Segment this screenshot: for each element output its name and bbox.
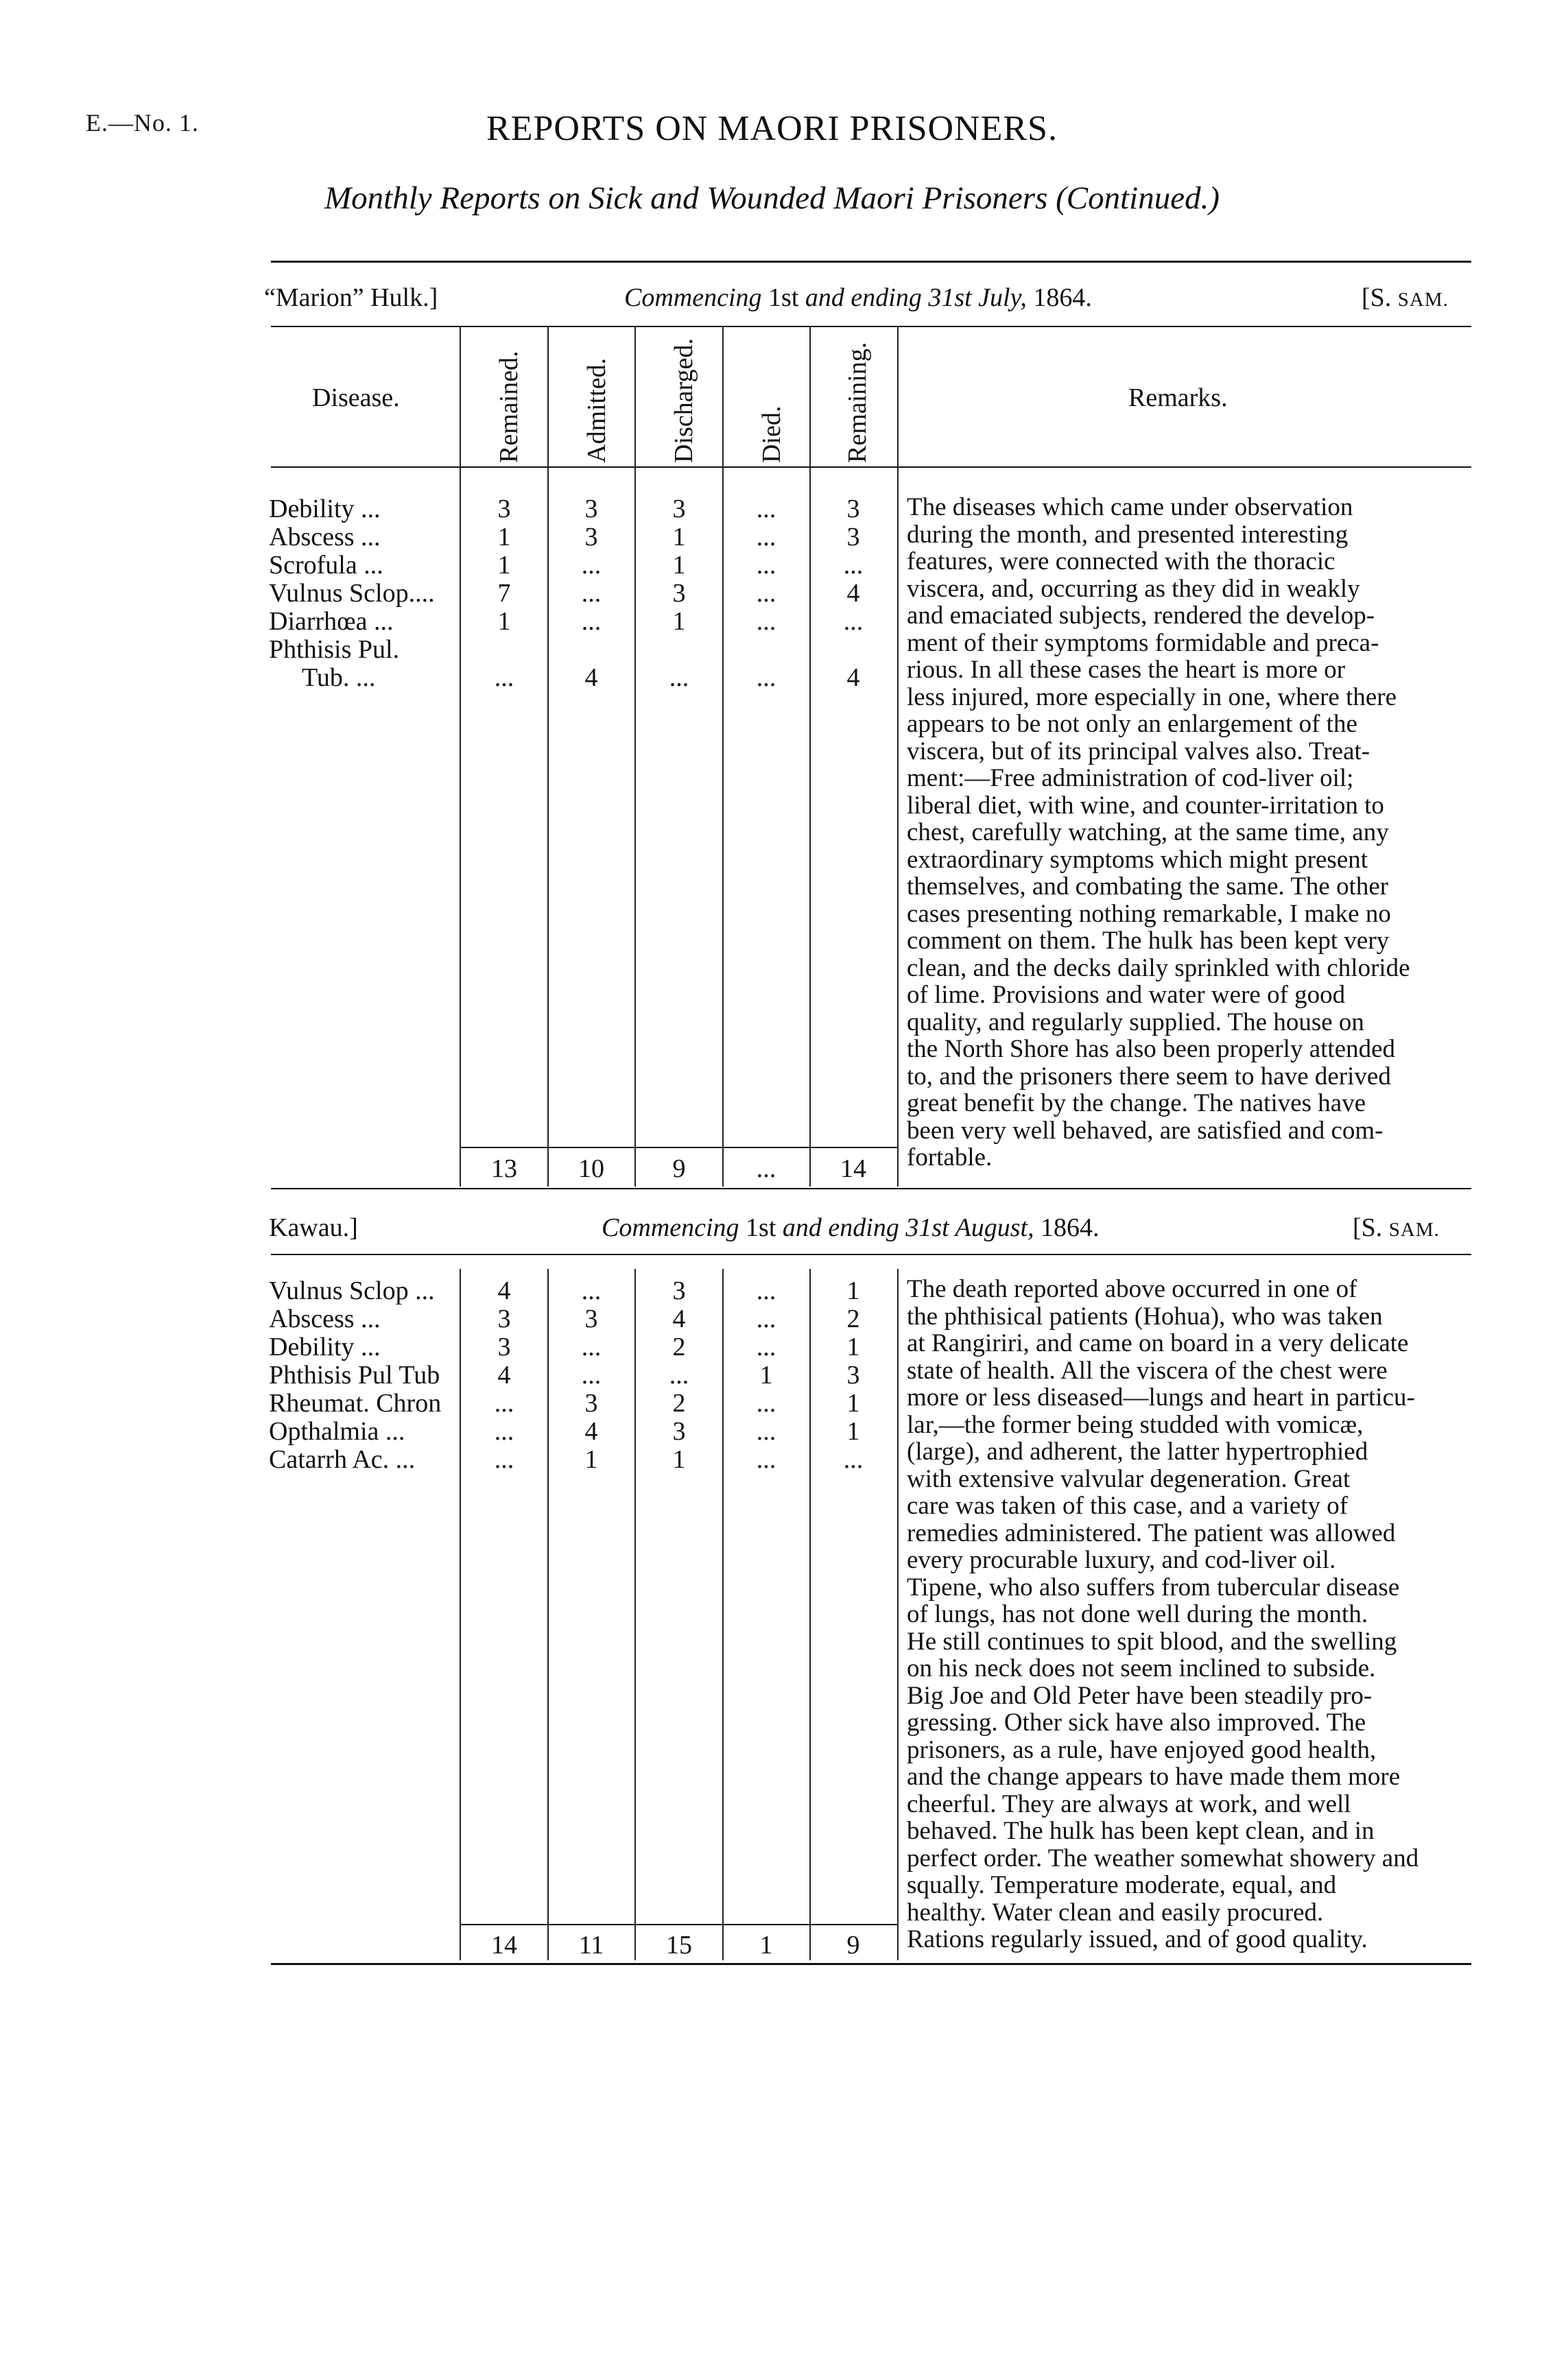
section2-signature bbox=[1353, 1213, 1440, 1243]
column-header-discharged: Discharged. bbox=[669, 338, 698, 463]
remained-cell: 3 bbox=[497, 495, 511, 523]
remarks-line: features, were connected with the thoracic bbox=[907, 548, 1335, 575]
remarks-line: on his neck does not seem inclined to subside. bbox=[907, 1655, 1376, 1682]
section1-col-rule bbox=[547, 326, 549, 1187]
remarks-line: cases presenting nothing remarkable, I make no bbox=[907, 900, 1391, 927]
died-cell: ... bbox=[756, 607, 776, 636]
total-died: 1 bbox=[759, 1931, 773, 1960]
remarks-line: viscera, but of its principal valves also. Treat- bbox=[907, 737, 1370, 765]
section2-col-rule bbox=[809, 1269, 811, 1960]
section2-col-rule bbox=[547, 1269, 549, 1960]
admitted-cell: 3 bbox=[584, 1389, 598, 1418]
section2-period-prefix: Commencing bbox=[602, 1213, 739, 1242]
section2-period-mid: and ending bbox=[782, 1213, 899, 1242]
remarks-line: gressing. Other sick have also improved. The bbox=[907, 1709, 1366, 1737]
discharged-cell: 3 bbox=[672, 1417, 686, 1446]
discharged-cell: 1 bbox=[672, 551, 686, 580]
admitted-cell: ... bbox=[581, 1361, 602, 1390]
admitted-cell: 4 bbox=[584, 663, 598, 692]
died-cell: ... bbox=[756, 495, 776, 523]
discharged-cell: 3 bbox=[672, 1276, 686, 1305]
section1-remarks bbox=[907, 494, 1469, 1171]
section2-col-rule bbox=[634, 1269, 636, 1960]
section2-period-year: 1864. bbox=[1041, 1213, 1100, 1242]
discharged-cell: 3 bbox=[672, 579, 686, 608]
remaining-cell: 1 bbox=[846, 1276, 860, 1305]
remained-cell: 4 bbox=[497, 1276, 511, 1305]
disease-name: Debility ... bbox=[269, 495, 381, 523]
remarks-line: The death reported above occurred in one of bbox=[907, 1276, 1357, 1303]
remaining-cell: ... bbox=[843, 1445, 864, 1474]
section1-top-rule bbox=[271, 261, 1471, 263]
remarks-line: rious. In all these cases the heart is more or bbox=[907, 656, 1346, 684]
remained-cell: 1 bbox=[497, 607, 511, 636]
remained-cell: ... bbox=[494, 1389, 514, 1418]
remarks-line: Tipene, who also suffers from tubercular disease bbox=[907, 1573, 1400, 1601]
remarks-line: less injured, more especially in one, where there bbox=[907, 683, 1397, 711]
section2-totals-rule bbox=[460, 1924, 897, 1925]
disease-name: Phthisis Pul Tub bbox=[269, 1361, 440, 1390]
column-header-disease: Disease. bbox=[312, 383, 400, 412]
admitted-cell: ... bbox=[581, 1276, 602, 1305]
section2-remarks bbox=[907, 1276, 1469, 1953]
discharged-cell: 2 bbox=[672, 1389, 686, 1418]
remarks-line: at Rangiriri, and came on board in a very delicate bbox=[907, 1330, 1409, 1357]
total-remained: 14 bbox=[491, 1931, 517, 1960]
remained-cell: 3 bbox=[497, 1333, 511, 1361]
remarks-line: to, and the prisoners there seem to have derived bbox=[907, 1062, 1391, 1090]
section1-col-rule bbox=[809, 326, 811, 1187]
died-cell: ... bbox=[756, 1389, 776, 1418]
remarks-line: extraordinary symptoms which might present bbox=[907, 846, 1368, 873]
discharged-cell: 2 bbox=[672, 1333, 686, 1361]
total-remained: 13 bbox=[491, 1154, 517, 1183]
column-header-remarks: Remarks. bbox=[1128, 383, 1228, 412]
remarks-line: chest, carefully watching, at the same time, any bbox=[907, 819, 1389, 846]
died-cell: ... bbox=[756, 1276, 776, 1305]
died-cell: ... bbox=[756, 1333, 776, 1361]
section2-signature-prefix: [S. bbox=[1353, 1213, 1383, 1242]
remained-cell: 4 bbox=[497, 1361, 511, 1390]
remarks-line: He still continues to spit blood, and the swelling bbox=[907, 1628, 1397, 1655]
section1-period-start: 1st bbox=[768, 283, 799, 312]
remarks-line: care was taken of this case, and a variety of bbox=[907, 1492, 1349, 1520]
section2-top-rule bbox=[271, 1254, 1471, 1255]
total-remaining: 9 bbox=[846, 1931, 860, 1960]
disease-name: Tub. ... bbox=[302, 663, 376, 692]
remarks-line: and the change appears to have made them more bbox=[907, 1763, 1401, 1791]
total-discharged: 15 bbox=[666, 1931, 692, 1960]
section1-col-rule bbox=[722, 326, 724, 1187]
discharged-cell: 1 bbox=[672, 607, 686, 636]
page-reference: E.—No. 1. bbox=[86, 109, 199, 136]
remarks-line: healthy. Water clean and easily procured. bbox=[907, 1899, 1324, 1926]
section1-signature-prefix: [S. bbox=[1362, 283, 1392, 312]
remarks-line: more or less diseased—lungs and heart in particu- bbox=[907, 1384, 1415, 1412]
remained-cell: ... bbox=[494, 1445, 514, 1474]
died-cell: ... bbox=[756, 523, 776, 551]
remaining-cell: 4 bbox=[846, 663, 860, 692]
died-cell: ... bbox=[756, 551, 776, 580]
disease-name: Debility ... bbox=[269, 1333, 381, 1361]
died-cell: 1 bbox=[759, 1361, 773, 1390]
disease-name: Catarrh Ac. ... bbox=[269, 1445, 416, 1474]
page-subtitle: Monthly Reports on Sick and Wounded Maori Prisoners (Continued.) bbox=[324, 180, 1220, 216]
disease-name: Phthisis Pul. bbox=[269, 635, 400, 664]
section1-period-year: 1864. bbox=[1033, 283, 1092, 312]
admitted-cell: 1 bbox=[584, 1445, 598, 1474]
remained-cell: ... bbox=[494, 663, 514, 692]
section1-period bbox=[624, 283, 1092, 313]
admitted-cell: ... bbox=[581, 607, 602, 636]
column-header-remaining: Remaining. bbox=[843, 342, 872, 463]
remaining-cell: 4 bbox=[846, 579, 860, 608]
remaining-cell: 3 bbox=[846, 523, 860, 551]
admitted-cell: 3 bbox=[584, 1305, 598, 1333]
column-header-died: Died. bbox=[757, 405, 786, 463]
died-cell: ... bbox=[756, 1417, 776, 1446]
remarks-line: comment on them. The hulk has been kept very bbox=[907, 927, 1390, 955]
died-cell: ... bbox=[756, 1305, 776, 1333]
remarks-line: quality, and regularly supplied. The house on bbox=[907, 1008, 1364, 1036]
remained-cell: ... bbox=[494, 1417, 514, 1446]
remaining-cell: 3 bbox=[846, 1361, 860, 1390]
discharged-cell: 4 bbox=[672, 1305, 686, 1333]
remaining-cell: 1 bbox=[846, 1333, 860, 1361]
section2-col-rule bbox=[897, 1269, 899, 1960]
remarks-line: and emaciated subjects, rendered the develop- bbox=[907, 602, 1375, 630]
total-admitted: 11 bbox=[578, 1931, 604, 1960]
disease-name: Opthalmia ... bbox=[269, 1417, 405, 1446]
total-died: ... bbox=[756, 1154, 776, 1183]
admitted-cell: ... bbox=[581, 579, 602, 608]
remarks-line: (large), and adherent, the latter hypertrophied bbox=[907, 1438, 1368, 1466]
remarks-line: clean, and the decks daily sprinkled with chloride bbox=[907, 954, 1410, 981]
section2-col-rule bbox=[460, 1269, 461, 1960]
remarks-line: perfect order. The weather somewhat showery and bbox=[907, 1844, 1419, 1872]
section2-period-start: 1st bbox=[746, 1213, 776, 1242]
remarks-line: every procurable luxury, and cod-liver oil. bbox=[907, 1547, 1336, 1574]
disease-name: Scrofula ... bbox=[269, 551, 383, 580]
remarks-line: remedies administered. The patient was allowed bbox=[907, 1519, 1396, 1547]
discharged-cell: 1 bbox=[672, 523, 686, 551]
died-cell: ... bbox=[756, 579, 776, 608]
section1-header-top-rule bbox=[271, 326, 1471, 327]
remaining-cell: ... bbox=[843, 607, 864, 636]
discharged-cell: ... bbox=[669, 663, 689, 692]
disease-name: Rheumat. Chron bbox=[269, 1389, 442, 1418]
section1-bottom-rule bbox=[271, 1188, 1471, 1189]
died-cell: ... bbox=[756, 1445, 776, 1474]
remained-cell: 7 bbox=[497, 579, 511, 608]
remained-cell: 1 bbox=[497, 551, 511, 580]
section2-col-rule bbox=[722, 1269, 724, 1960]
remarks-line: with extensive valvular degeneration. Great bbox=[907, 1465, 1351, 1492]
section2-location: Kawau.] bbox=[269, 1213, 358, 1242]
remarks-line: appears to be not only an enlargement of the bbox=[907, 711, 1357, 738]
remarks-line: The diseases which came under observation bbox=[907, 494, 1353, 521]
remained-cell: 3 bbox=[497, 1305, 511, 1333]
section1-col-rule bbox=[460, 326, 461, 1187]
remarks-line: prisoners, as a rule, have enjoyed good health, bbox=[907, 1736, 1377, 1763]
remarks-line: squally. Temperature moderate, equal, and bbox=[907, 1872, 1337, 1899]
column-header-remained: Remained. bbox=[495, 350, 523, 463]
remarks-line: the phthisical patients (Hohua), who was taken bbox=[907, 1302, 1383, 1330]
section1-signature bbox=[1362, 283, 1449, 313]
section2-bottom-rule bbox=[271, 1963, 1471, 1965]
remarks-line: during the month, and presented interesting bbox=[907, 521, 1349, 548]
section2-period-end: 31st August, bbox=[905, 1213, 1034, 1242]
disease-name: Abscess ... bbox=[269, 523, 381, 551]
remaining-cell: 1 bbox=[846, 1417, 860, 1446]
section1-col-rule bbox=[634, 326, 636, 1187]
section2-signature-name: SAM. bbox=[1388, 1219, 1440, 1241]
column-header-admitted: Admitted. bbox=[582, 357, 611, 463]
remarks-line: themselves, and combating the same. The other bbox=[907, 873, 1389, 901]
page-title: REPORTS ON MAORI PRISONERS. bbox=[486, 109, 1058, 148]
section1-period-mid: and ending bbox=[805, 283, 922, 312]
remarks-line: ment of their symptoms formidable and preca- bbox=[907, 629, 1379, 656]
admitted-cell: ... bbox=[581, 551, 602, 580]
section1-period-end: 31st July, bbox=[928, 283, 1027, 312]
section1-location: “Marion” Hulk.] bbox=[264, 283, 438, 312]
admitted-cell: 3 bbox=[584, 495, 598, 523]
section2-period bbox=[602, 1213, 1100, 1243]
remained-cell: 1 bbox=[497, 523, 511, 551]
remarks-line: the North Shore has also been properly attended bbox=[907, 1036, 1396, 1063]
remarks-line: fortable. bbox=[907, 1144, 993, 1171]
remarks-line: viscera, and, occurring as they did in weakly bbox=[907, 575, 1360, 602]
admitted-cell: 3 bbox=[584, 523, 598, 551]
remarks-line: lar,—the former being studded with vomicæ, bbox=[907, 1411, 1364, 1438]
disease-name: Vulnus Sclop ... bbox=[269, 1276, 435, 1305]
total-admitted: 10 bbox=[578, 1154, 604, 1183]
remarks-line: of lime. Provisions and water were of good bbox=[907, 981, 1346, 1009]
remarks-line: ment:—Free administration of cod-liver oil; bbox=[907, 765, 1354, 792]
admitted-cell: 4 bbox=[584, 1417, 598, 1446]
disease-name: Vulnus Sclop.... bbox=[269, 579, 435, 608]
remarks-line: cheerful. They are always at work, and well bbox=[907, 1790, 1351, 1818]
section1-signature-name: SAM. bbox=[1397, 289, 1449, 311]
discharged-cell: 3 bbox=[672, 495, 686, 523]
remaining-cell: ... bbox=[843, 551, 864, 580]
remarks-line: been very well behaved, are satisfied and com- bbox=[907, 1117, 1383, 1144]
section1-period-prefix: Commencing bbox=[624, 283, 762, 312]
discharged-cell: ... bbox=[669, 1361, 689, 1390]
section1-totals-rule bbox=[460, 1147, 897, 1148]
total-discharged: 9 bbox=[672, 1154, 686, 1183]
remarks-line: Big Joe and Old Peter have been steadily pro- bbox=[907, 1682, 1373, 1709]
remaining-cell: 3 bbox=[846, 495, 860, 523]
died-cell: ... bbox=[756, 663, 776, 692]
admitted-cell: ... bbox=[581, 1333, 602, 1361]
remarks-line: liberal diet, with wine, and counter-irritation to bbox=[907, 792, 1384, 819]
remarks-line: great benefit by the change. The natives have bbox=[907, 1090, 1366, 1117]
discharged-cell: 1 bbox=[672, 1445, 686, 1474]
section1-header-bottom-rule bbox=[271, 466, 1471, 468]
remarks-line: state of health. All the viscera of the chest were bbox=[907, 1357, 1388, 1384]
section1-col-rule bbox=[897, 326, 899, 1187]
disease-name: Abscess ... bbox=[269, 1305, 381, 1333]
remarks-line: behaved. The hulk has been kept clean, and in bbox=[907, 1818, 1375, 1845]
remaining-cell: 1 bbox=[846, 1389, 860, 1418]
total-remaining: 14 bbox=[840, 1154, 866, 1183]
remarks-line: Rations regularly issued, and of good quality. bbox=[907, 1926, 1368, 1953]
disease-name: Diarrhœa ... bbox=[269, 607, 394, 636]
remaining-cell: 2 bbox=[846, 1305, 860, 1333]
remarks-line: of lungs, has not done well during the month. bbox=[907, 1601, 1368, 1628]
